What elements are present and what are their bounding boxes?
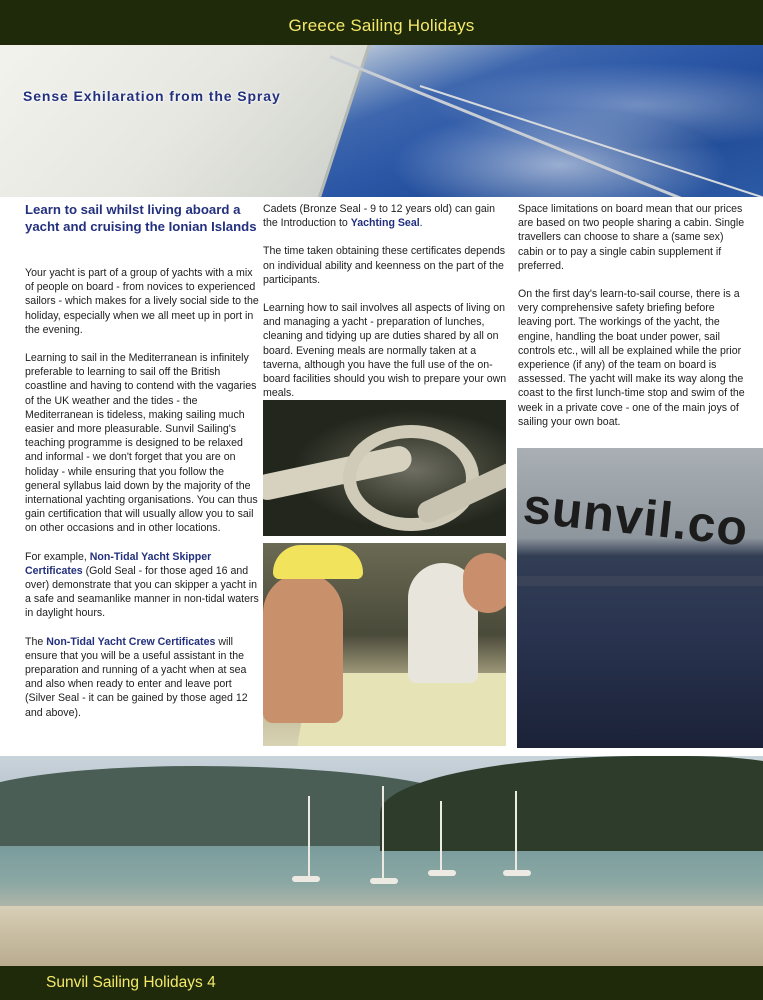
col1-p3-pre: For example,	[25, 550, 90, 563]
hero-deck-shape	[0, 45, 377, 197]
col1-paragraph-1: Your yacht is part of a group of yachts with a mix of people on board - from novices to experienced sailors - which makes for a lively social side to the holiday, especially when we all meet up in port in the evening.	[25, 267, 259, 336]
col2-paragraph-3: Learning how to sail involves all aspects of living on and managing a yacht - preparation of lunches, cleaning and tidying up are duties shared by all on board. Evening meals are normally taken at a taverna, although you have the full use of the on-board facilities should you wish to prepare your own meals.	[263, 302, 507, 400]
sunvil-sail-photo	[517, 448, 763, 748]
col3-paragraph-1: Space limitations on board mean that our prices are based on two people sharing a cabin. Single travellers can choose to share a (same sex) cabin or to pay a single cabin supplement if preferred.	[518, 203, 745, 272]
yellow-cap-shape	[273, 545, 363, 579]
sail-lettering: sunvil.co	[520, 477, 752, 557]
column-2	[263, 202, 507, 414]
yacht-mast	[382, 786, 384, 878]
col2-p1-pre: Cadets (Bronze Seal - 9 to 12 years old) can gain the Introduction to	[263, 203, 496, 230]
hill-shape-right	[380, 756, 763, 851]
rope-loop	[343, 425, 479, 531]
yacht-mast	[440, 801, 442, 871]
page-footer-title: Sunvil Sailing Holidays 4	[46, 974, 216, 991]
page-header-title: Greece Sailing Holidays	[288, 16, 475, 35]
hero-caption: Sense Exhilaration from the Spray	[23, 88, 281, 104]
col1-paragraph-3	[25, 550, 259, 621]
page-header-bar	[0, 0, 763, 45]
skipper-certificates-link[interactable]: Non-Tidal Yacht Skipper Certificates	[25, 550, 212, 577]
distant-shore-shape	[517, 576, 763, 586]
col2-paragraph-1	[263, 202, 507, 230]
hero-rail-line-2	[420, 85, 763, 197]
yacht-hull	[428, 870, 456, 876]
crew-person-3	[463, 553, 506, 613]
col3-paragraph-2: On the first day's learn-to-sail course, there is a very comprehensive safety briefing before leaving port. The workings of the yacht, the engine, handling the boat under power, sail controls etc., will all be explained while the prior experience (if any) of the team on board is assessed. The yacht will make its way along the coast to the first lunch-time stop and swim of the week in a private cove - one of the main joys of sailing your own boat.	[518, 288, 745, 428]
crew-person-1	[263, 573, 343, 723]
rope-knot-photo	[263, 400, 506, 536]
yacht-hull	[503, 870, 531, 876]
col1-p3-post: (Gold Seal - for those aged 16 and over) demonstrate that you can skipper a yacht in a safe and seamanlike manner in non-tidal waters in daylight hours.	[25, 564, 259, 620]
column-3	[518, 202, 748, 443]
crew-certificates-link[interactable]: Non-Tidal Yacht Crew Certificates	[46, 635, 216, 648]
hero-photo-yacht-spray	[0, 45, 763, 197]
article-heading: Learn to sail whilst living aboard a yacht and cruising the Ionian Islands	[25, 202, 257, 234]
yachting-seal-link[interactable]: Yachting Seal	[350, 217, 420, 230]
yacht-hull	[370, 878, 398, 884]
beach-cove-photo	[0, 756, 763, 966]
crew-chart-photo	[263, 543, 506, 746]
col1-paragraph-4	[25, 635, 259, 720]
col1-p4-pre: The	[25, 635, 47, 648]
col2-paragraph-2: The time taken obtaining these certificates depends on individual ability and keenness on the part of the participants.	[263, 245, 506, 286]
col1-p4-post: will ensure that you will be a useful assistant in the preparation and running of a yacht when at sea and also when ready to enter and leave port (Silver Seal - it can be gained by those aged 12 and above).	[25, 635, 248, 719]
page-footer-bar	[0, 966, 763, 1000]
yacht-mast	[515, 791, 517, 871]
col2-p1-post: .	[419, 217, 423, 230]
yacht-mast	[308, 796, 310, 876]
col1-paragraph-2: Learning to sail in the Mediterranean is infinitely preferable to learning to sail off the British coastline and having to contend with the vagaries of the UK weather and the tides - the Mediterranean is tideless, making sailing much easier and more pleasurable. Sunvil Sailing's teaching programme is designed to be relaxed and informal - we don't forget that you are on holiday - while ensuring that you follow the general syllabus laid down by the majority of the international yachting organisations. You can thus gain certification that will usually allow you to sail on other occasions and in other locations.	[25, 352, 258, 535]
column-1	[25, 266, 259, 734]
yacht-hull	[292, 876, 320, 882]
sandy-beach-shape	[0, 906, 763, 966]
